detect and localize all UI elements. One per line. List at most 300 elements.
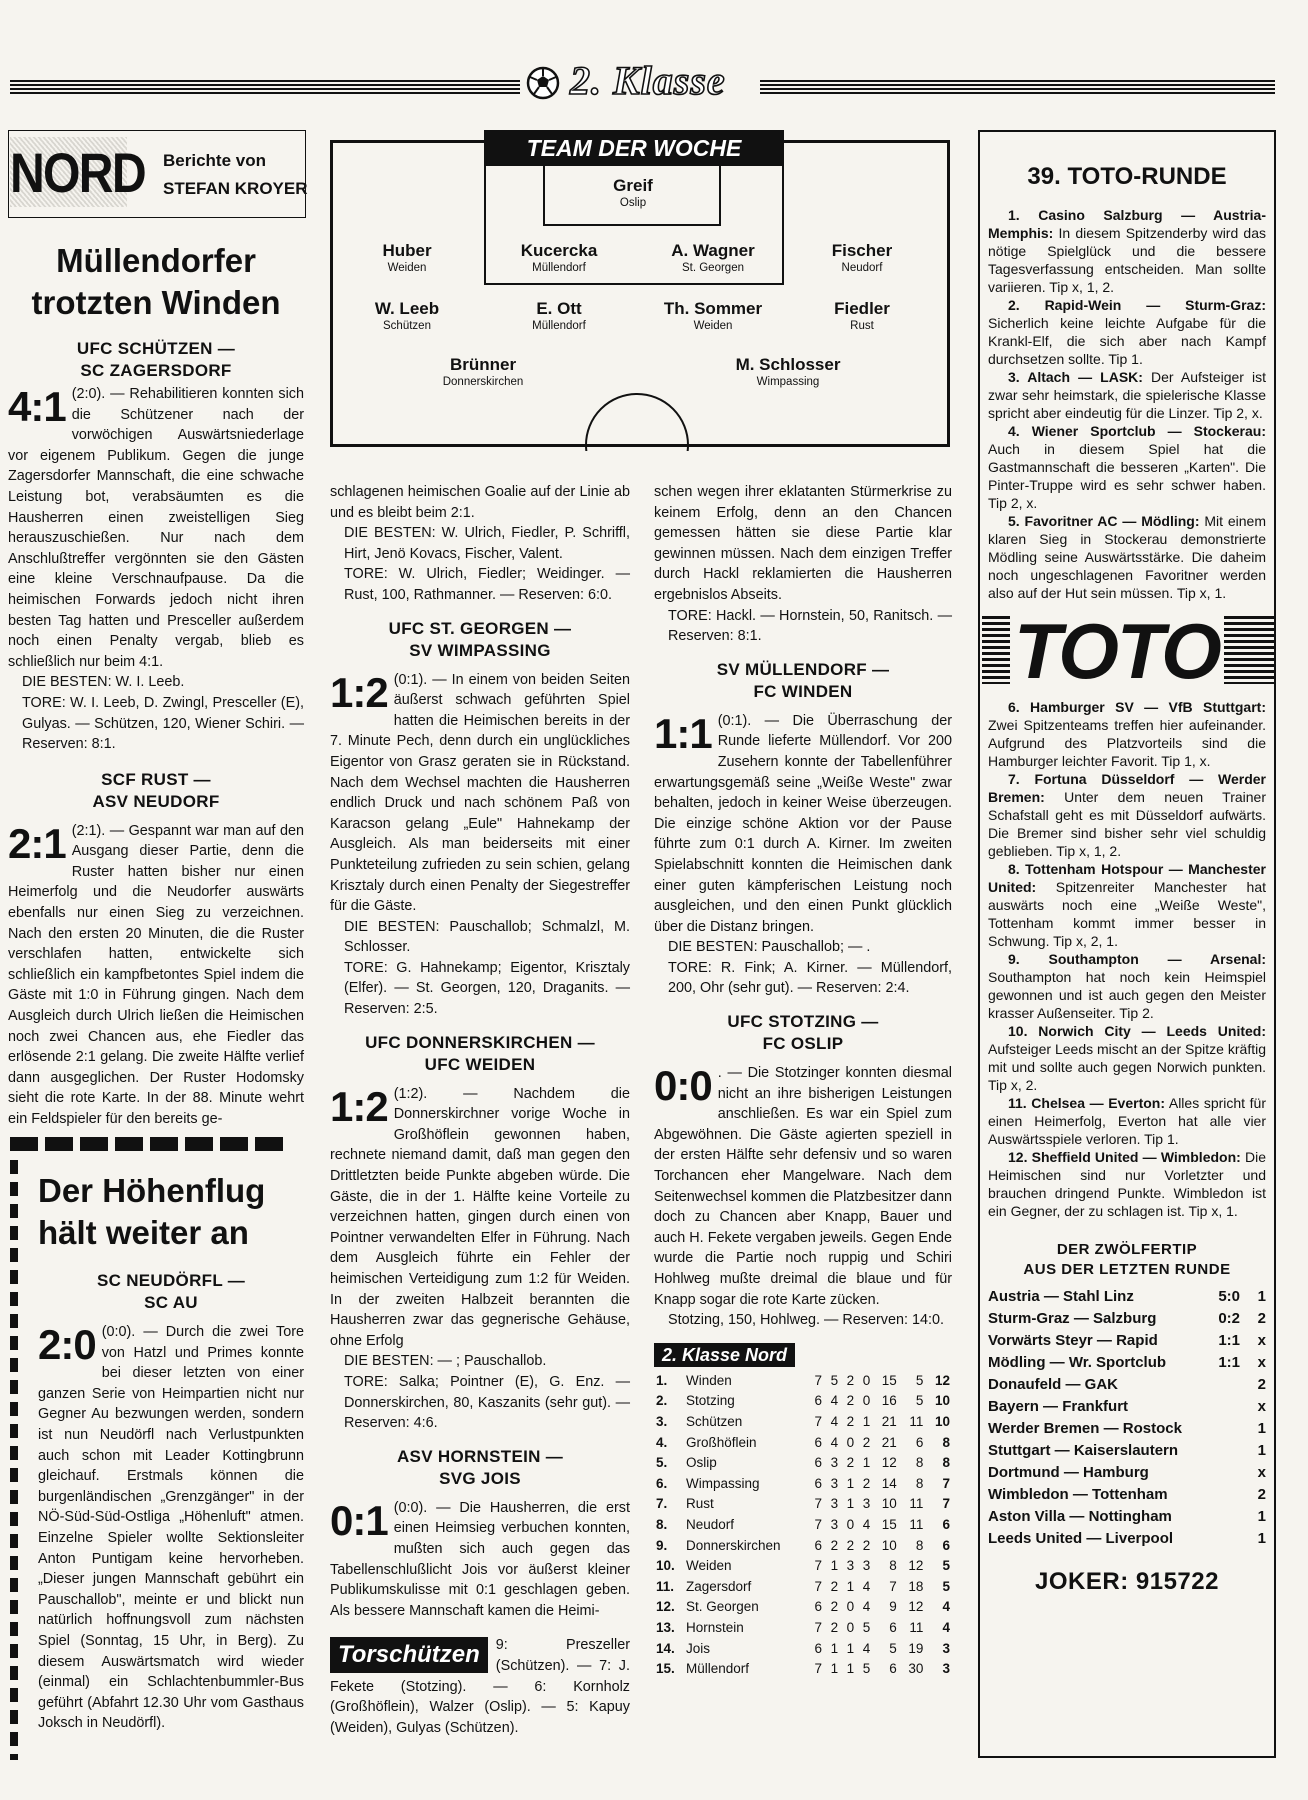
table-cell: 12 <box>908 1599 924 1615</box>
player-name: E. Ott <box>536 299 582 318</box>
report-text: (1:2). — Nachdem die Donnerskirchner vorige Woche in Großhöflein gewonnen haben, rechnete niemand damit, daß man gegen den Drittletzten beide Punkte abgeben würde. Die Gäste, die in der 1. Hälfte keine Vorteile zu verzeichnen hatten, gingen durch einen von Pointner verwandelten Elfer in Führung. Nach dem Ausgleich führte ein Fehler der heimischen Verteidigung zum 1:2 für Weiden. In der zweiten Halbzeit berannten die Hausherren zwar das gegnerische Gehäuse, ohne Erfolg <box>330 1085 630 1349</box>
soccer-ball-icon <box>526 66 560 100</box>
player-club: Schützen <box>383 320 431 332</box>
table-cell: 5 <box>889 1640 897 1656</box>
tip-head: 2. Rapid-Wein — Sturm-Graz: <box>1008 297 1266 313</box>
player-club: Weiden <box>693 320 733 332</box>
table-cell: 2 <box>846 1413 855 1429</box>
match-report <box>8 384 304 755</box>
tip-text: Sicherlich keine leichte Aufgabe für die Krankl-Elf, die sich aber nach Kampf durchsetzen sollte. Tip 1. <box>988 315 1266 367</box>
match-report <box>330 1084 630 1434</box>
table-row <box>654 1515 952 1536</box>
result-match: Wimbledon — Tottenham <box>988 1486 1168 1503</box>
match-title <box>654 659 952 703</box>
scorers-block <box>330 1635 630 1738</box>
table-cell: 14. <box>656 1640 675 1656</box>
table-cell: 15 <box>881 1372 897 1388</box>
result-row <box>988 1352 1266 1374</box>
table-cell: 5 <box>830 1372 839 1388</box>
tip-text: Der Aufsteiger ist zwar sehr heimstark, die spielerische Klasse spricht aber eindeutig für die Linzer. Tip 2, x. <box>988 369 1267 421</box>
player-name: M. Schlosser <box>735 355 841 374</box>
match-title <box>654 1011 952 1055</box>
result-match: Stuttgart — Kaiserslautern <box>988 1442 1179 1459</box>
nord-label: NORD <box>10 137 127 207</box>
match-score: 1:1 <box>654 709 712 757</box>
match-title-line: UFC WEIDEN <box>424 1054 536 1074</box>
player-name: Kucercka <box>520 241 598 260</box>
headline-2 <box>38 1170 304 1254</box>
table-cell: 7 <box>814 1516 823 1532</box>
results-list <box>988 1286 1266 1550</box>
team-name-cell: Wimpassing <box>686 1475 760 1491</box>
match-title-line: ASV NEUDORF <box>92 791 220 811</box>
table-cell: 6 <box>942 1516 950 1532</box>
player-card <box>777 299 947 333</box>
table-cell: 2 <box>830 1537 839 1553</box>
tip-head: 12. Sheffield United — Wimbledon: <box>1008 1149 1241 1165</box>
result-match: Sturm-Graz — Salzburg <box>988 1310 1157 1327</box>
table-cell: 5 <box>915 1393 924 1409</box>
tip-head: 6. Hamburger SV — VfB Stuttgart: <box>1008 699 1266 715</box>
table-cell: 11. <box>656 1578 675 1594</box>
result-row <box>988 1462 1266 1484</box>
toto-title: 39. TOTO-RUNDE <box>1027 163 1227 190</box>
match-title-line: SV MÜLLENDORF — <box>716 659 890 679</box>
player-card <box>703 355 873 389</box>
table-cell: 6 <box>814 1434 823 1450</box>
zwoelf-title <box>988 1240 1266 1280</box>
match-title <box>8 769 304 813</box>
table-cell: 2. <box>656 1393 668 1409</box>
table-cell: 12. <box>656 1599 675 1615</box>
match-title-line: SCF RUST — <box>101 769 211 789</box>
table-cell: 4 <box>862 1516 871 1532</box>
table-cell: 8 <box>915 1475 924 1491</box>
match-report <box>330 670 630 1020</box>
player-club: Oslip <box>619 197 647 209</box>
result-match: Vorwärts Steyr — Rapid <box>988 1332 1158 1349</box>
player-club: Rust <box>850 320 874 332</box>
tip-head: 10. Norwich City — Leeds United: <box>1008 1023 1266 1039</box>
player-card <box>474 241 644 275</box>
match-score: 2:0 <box>38 1321 96 1368</box>
table-cell: 30 <box>908 1661 924 1677</box>
goals: TORE: Salka; Pointner (E), G. Enz. — Donnerskirchen, 80, Kaszanits (sehr gut). — Reserven: 4:6. <box>344 1373 630 1432</box>
table-cell: 1. <box>656 1372 668 1388</box>
table-cell: 14 <box>881 1475 897 1491</box>
zwoelf-title-line: AUS DER LETZTEN RUNDE <box>1023 1261 1231 1278</box>
player-name: A. Wagner <box>671 241 755 260</box>
table-cell: 12 <box>934 1372 950 1388</box>
tip-text: Southampton hat noch kein Heimspiel gewonnen und ist auch gegen den Meister krasser Außenseiter. Tip 2. <box>988 969 1266 1021</box>
result-tip: 1 <box>1257 1420 1266 1437</box>
table-cell: 10 <box>934 1393 950 1409</box>
match-score: 1:2 <box>330 668 388 716</box>
table-cell: 19 <box>908 1640 924 1656</box>
match-title-line: FC WINDEN <box>753 681 853 701</box>
table-cell: 1 <box>830 1558 839 1574</box>
match-title <box>330 618 630 662</box>
match-score: 2:1 <box>8 819 66 867</box>
result-score <box>1200 1528 1240 1550</box>
player-name: Th. Sommer <box>663 299 763 318</box>
table-cell: 1 <box>846 1578 855 1594</box>
tip-head: 3. Altach — LASK: <box>1008 369 1143 385</box>
best-players: DIE BESTEN: — ; Pauschallob. <box>344 1353 547 1370</box>
table-cell: 4 <box>862 1599 871 1615</box>
table-row <box>654 1371 952 1392</box>
table-row <box>654 1474 952 1495</box>
table-cell: 1 <box>846 1640 855 1656</box>
table-cell: 5 <box>942 1578 950 1594</box>
toto-tip <box>988 422 1266 512</box>
team-name-cell: Donnerskirchen <box>686 1537 781 1553</box>
table-cell: 2 <box>862 1537 871 1553</box>
team-name-cell: Zagersdorf <box>686 1578 752 1594</box>
toto-tip <box>988 698 1266 770</box>
result-row <box>988 1484 1266 1506</box>
match-title-line: FC OSLIP <box>762 1034 844 1054</box>
table-cell: 3 <box>862 1496 871 1512</box>
player-name: Brünner <box>449 355 517 374</box>
table-cell: 0 <box>862 1393 871 1409</box>
result-tip: x <box>1257 1464 1266 1481</box>
result-match: Aston Villa — Nottingham <box>988 1508 1172 1525</box>
table-cell: 2 <box>846 1537 855 1553</box>
table-cell: 7 <box>814 1578 823 1594</box>
player-name: Fiedler <box>834 299 890 318</box>
result-row <box>988 1330 1266 1352</box>
result-score <box>1200 1484 1240 1506</box>
team-name-cell: Hornstein <box>686 1619 744 1635</box>
table-cell: 4 <box>862 1578 871 1594</box>
table-cell: 8 <box>915 1455 924 1471</box>
result-row <box>988 1374 1266 1396</box>
result-match: Mödling — Wr. Sportclub <box>988 1354 1167 1371</box>
match-report <box>654 711 952 999</box>
goals: TORE: W. Ulrich, Fiedler; Weidinger. — Rust, 100, Rathmanner. — Reserven: 6:0. <box>344 566 630 603</box>
table-cell: 2 <box>846 1372 855 1388</box>
table-cell: 5 <box>915 1372 924 1388</box>
table-cell: 10 <box>934 1413 950 1429</box>
table-row <box>654 1391 952 1412</box>
league-table <box>654 1371 952 1680</box>
table-row <box>654 1494 952 1515</box>
headline-line: Müllendorfer <box>56 242 256 279</box>
best-players: DIE BESTEN: W. I. Leeb. <box>22 674 185 691</box>
toto-tip <box>988 770 1266 860</box>
match-title-line: ASV HORNSTEIN — <box>396 1446 564 1466</box>
table-cell: 2 <box>862 1434 871 1450</box>
table-cell: 1 <box>846 1475 855 1491</box>
tip-head: 8. Tottenham Hotspour — Manchester United: <box>988 861 1266 895</box>
match-info: Stotzing, 150, Hohlweg. — Reserven: 14:0. <box>668 1312 944 1329</box>
match-title <box>330 1032 630 1076</box>
side-bar <box>10 1160 18 1760</box>
table-cell: 10 <box>881 1496 897 1512</box>
table-cell: 3. <box>656 1413 668 1429</box>
table-cell: 3 <box>830 1516 839 1532</box>
match-title-line: UFC DONNERSKIRCHEN — <box>365 1032 595 1052</box>
table-cell: 7. <box>656 1496 668 1512</box>
table-cell: 4 <box>942 1599 950 1615</box>
match-title <box>8 338 304 382</box>
headline-line: Der Höhenflug <box>38 1172 266 1209</box>
tip-head: 7. Fortuna Düsseldorf — Werder Bremen: <box>988 771 1266 805</box>
headline-line: hält weiter an <box>38 1214 249 1251</box>
table-row <box>654 1639 952 1660</box>
team-name-cell: Stotzing <box>686 1393 735 1409</box>
player-name: Huber <box>382 241 432 260</box>
table-cell: 9 <box>889 1599 897 1615</box>
result-score <box>1200 1462 1240 1484</box>
column-1-lower <box>38 1170 304 1734</box>
tip-head: 11. Chelsea — Everton: <box>1008 1095 1166 1111</box>
player-card <box>777 241 947 275</box>
column-1 <box>8 240 304 1130</box>
table-cell: 7 <box>814 1619 823 1635</box>
match-score: 4:1 <box>8 383 66 430</box>
tips-list <box>988 698 1266 1220</box>
table-cell: 3 <box>862 1558 871 1574</box>
table-cell: 13. <box>656 1619 675 1635</box>
table-cell: 12 <box>908 1558 924 1574</box>
table-cell: 8 <box>942 1434 950 1450</box>
team-name-cell: St. Georgen <box>686 1599 759 1615</box>
table-cell: 5 <box>942 1558 950 1574</box>
report-text: (2:0). — Rehabilitieren konnten sich die Schützener nach der vorwöchigen Auswärtsniederlage vor eigenem Publikum. Gegen die junge Zagersdorfer Mannschaft, die eine schwache Leistung bot, verabsäumten es die Hausherren einen zweistelligen Sieg herauszuschießen. Nur nach dem Anschlußtreffer vergönnten sie den Gästen eine kleine Verschnaufpause. Da die heimischen Forwards jedoch nicht ihren besten Tag hatten und Presceller außerdem noch einen Penalty vergab, blieb es schließlich nur beim 4:1. <box>8 386 304 670</box>
team-title: TEAM DER WOCHE <box>484 130 784 166</box>
player-club: Weiden <box>387 262 427 274</box>
tip-text: Unter dem neuen Trainer Schafstall geht es mit Düsseldorf aufwärts. Die Bremer sind bisher sehr viel schuldig geblieben. Tip x, 1, 2. <box>988 789 1267 859</box>
headline-line: trotzten Winden <box>31 284 281 321</box>
table-cell: 8. <box>656 1516 668 1532</box>
result-row <box>988 1440 1266 1462</box>
report-text: schlagenen heimischen Goalie auf der Linie ab und es bleibt beim 2:1. <box>330 484 630 521</box>
result-match: Dortmund — Hamburg <box>988 1464 1149 1481</box>
match-score: 1:2 <box>330 1082 388 1130</box>
player-club: Müllendorf <box>532 262 586 274</box>
result-score <box>1200 1374 1240 1396</box>
table-cell: 5 <box>862 1619 871 1635</box>
table-cell: 10 <box>881 1537 897 1553</box>
table-cell: 16 <box>881 1393 897 1409</box>
player-name: Fischer <box>831 241 893 260</box>
table-cell: 7 <box>814 1496 823 1512</box>
table-cell: 6. <box>656 1475 668 1491</box>
result-score <box>1200 1396 1240 1418</box>
table-cell: 2 <box>830 1619 839 1635</box>
table-cell: 6 <box>915 1434 924 1450</box>
table-row <box>654 1412 952 1433</box>
match-title-line: SC NEUDÖRFL — <box>96 1271 246 1290</box>
team-name-cell: Jois <box>686 1640 711 1656</box>
toto-tip <box>988 860 1266 950</box>
tip-text: Aufsteiger Leeds mischt an der Spitze kräftig mit und sollte auch gegen Norwich punkten. Tip x, 2. <box>988 1041 1266 1093</box>
match-title <box>330 1446 630 1490</box>
player-card <box>398 355 568 389</box>
table-cell: 6 <box>814 1393 823 1409</box>
table-title: 2. Klasse Nord <box>654 1343 795 1367</box>
table-cell: 15. <box>656 1661 675 1677</box>
result-match: Leeds United — Liverpool <box>988 1530 1174 1547</box>
joker: JOKER: 915722 <box>1035 1568 1219 1595</box>
table-cell: 6 <box>814 1599 823 1615</box>
team-name-cell: Neudorf <box>686 1516 735 1532</box>
toto-tip <box>988 512 1266 602</box>
toto-logo <box>982 607 1274 695</box>
scorers-text: 9: Preszeller (Schützen). — 7: J. Fekete (Stotzing). — 6: Kornholz (Großhöflein), Walzer (Oslip). — 5: Kapuy (Weiden), Gulyas (Schützen). <box>330 1637 630 1736</box>
player-name: W. Leeb <box>374 299 440 318</box>
result-tip: 1 <box>1257 1442 1266 1459</box>
toto-logo-text: TOTO <box>1010 612 1224 690</box>
table-row <box>654 1536 952 1557</box>
report-text: schen wegen ihrer eklatanten Stürmerkrise zu keinem Erfolg, denn an den Chancen gemessen hätten sie diese Partie klar gewinnen müssen. Nach dem einzigen Treffer durch Hackl reklamierten die Hausherren ergebnislos Abseits. <box>654 484 952 603</box>
best-players: DIE BESTEN: Pauschallob; Schmalzl, M. Schlosser. <box>344 918 630 956</box>
result-tip: 2 <box>1257 1310 1266 1327</box>
player-club: St. Georgen <box>681 262 744 274</box>
table-cell: 0 <box>846 1599 855 1615</box>
table-cell: 8 <box>915 1537 924 1553</box>
headline <box>8 240 304 324</box>
team-name-cell: Winden <box>686 1372 732 1388</box>
table-cell: 4 <box>830 1434 839 1450</box>
table-cell: 6 <box>889 1619 897 1635</box>
table-cell: 11 <box>909 1496 924 1512</box>
tip-text: In diesem Spitzenderby wird das nötige Spielglück und die bessere Tagesverfassung entscheiden. Man sollte variieren. Tip x, 1, 2. <box>988 225 1267 295</box>
table-cell: 11 <box>909 1413 924 1429</box>
table-cell: 7 <box>814 1372 823 1388</box>
table-cell: 3 <box>830 1496 839 1512</box>
table-cell: 2 <box>830 1578 839 1594</box>
table-cell: 0 <box>846 1516 855 1532</box>
match-title-line: SV WIMPASSING <box>409 640 551 660</box>
tip-text: Mit einem klaren Sieg in Stockerau demonstrierte Mödling seine Auswärtsstärke. Die daheim noch ungeschlagenen Favoritner werden also auf der Hut sein müssen. Tip x, 1. <box>988 513 1266 601</box>
table-cell: 4 <box>830 1413 839 1429</box>
scorers-label: Torschützen <box>330 1637 488 1673</box>
table-cell: 5 <box>862 1661 871 1677</box>
table-cell: 1 <box>846 1661 855 1677</box>
player-card <box>474 299 644 333</box>
match-score: 0:1 <box>330 1496 388 1544</box>
table-cell: 6 <box>942 1537 950 1553</box>
player-club: Donnerskirchen <box>442 376 524 388</box>
table-cell: 4 <box>862 1640 871 1656</box>
table-cell: 1 <box>830 1640 839 1656</box>
table-cell: 10. <box>656 1558 675 1574</box>
result-row <box>988 1396 1266 1418</box>
player-card <box>628 299 798 333</box>
result-tip: 2 <box>1257 1376 1266 1393</box>
result-match: Donaufeld — GAK <box>988 1376 1118 1393</box>
table-row <box>654 1597 952 1618</box>
table-cell: 3 <box>830 1475 839 1491</box>
table-cell: 8 <box>942 1455 950 1471</box>
team-name-cell: Rust <box>686 1496 714 1512</box>
table-cell: 4 <box>830 1393 839 1409</box>
player-name: Greif <box>613 176 653 195</box>
column-3 <box>654 482 952 1680</box>
result-score: 1:1 <box>1218 1354 1240 1371</box>
tip-head: 5. Favoritner AC — Mödling: <box>1008 513 1200 529</box>
table-cell: 7 <box>942 1475 950 1491</box>
table-cell: 18 <box>908 1578 924 1594</box>
report-text: (0:1). — Die Überraschung der Runde lieferte Müllendorf. Vor 200 Zusehern konnte der Tabellenführer erwartungsgemäß seine „Weiße Weste" zwar behalten, jedoch in keiner Weise überzeugen. Die einzige schöne Aktion vor der Pause führte zum 0:1 durch A. Kirner. Im zweiten Spielabschnitt konnten die Heimischen dank einer guten kämpferischen Leistung noch ausgleichen, und den einen Punkt glücklich über die Distanz bringen. <box>654 712 952 935</box>
table-cell: 2 <box>846 1393 855 1409</box>
table-cell: 1 <box>846 1496 855 1512</box>
player-club: Wimpassing <box>756 376 820 388</box>
table-cell: 8 <box>889 1558 897 1574</box>
table-cell: 11 <box>909 1619 924 1635</box>
report-text: (0:1). — In einem von beiden Seiten äußerst schwach geführten Spiel hatten die Heimischen bereits in der 7. Minute Pech, denn durch ein unglückliches Eigentor von Grasz geraten sie in Rückstand. Nach dem Wechsel machten die Hausherren endlich Druck und nach schönem Paß von Karacson gelang „Eule" Hahnekamp der Ausgleich. Als man beiderseits mit einer Punkteteilung zufrieden zu sein schien, gelang Krisztaly durch einen Penalty der Siegestreffer für die Gäste. <box>330 671 630 915</box>
toto-tip <box>988 206 1266 296</box>
table-cell: 3 <box>942 1640 950 1656</box>
section-title: 2. Klasse <box>570 58 726 103</box>
report-text: (0:0). — Durch die zwei Tore von Hatzl und Primes konnte bei dieser letzten von einer ganzen Serie von Heimpartien nicht nur Gegner Au bezwungen werden, sondern ist nun Neudörfl nach Verlustpunkten auch schon mit Leader Kottingbrunn gleichauf. Erstmals können die burgenländischen „Grenzgänger" in der NÖ-Süd-Süd-Ostliga „Höhenluft" atmen. Einzelne Spieler wollte Sektionsleiter Anton Puntigam keine hervorheben. „Dieser jungen Mannschaft gebührt ein Pauschallob", meinte er und blickt nun natürlich hoffnungsvoll zum nächsten Spiel (Sonntag, 15 Uhr, in Berg). Zu diesem Auswärtsmatch wird wieder (einmal) ein Schlachtenbummler-Bus geführt (Abfahrt 12.30 Uhr vom Gasthaus Joksch in Neudörfl). <box>38 1324 304 1732</box>
match-report <box>38 1322 304 1734</box>
header-rule-right <box>760 80 1275 94</box>
report-text: (0:0). — Die Hausherren, die erst einen Heimsieg verbuchen konnten, mußten sich auch gegen das Tabellenschlußlicht Jois vor äußerst kleiner Publikumskulisse mit 0:1 geschlagen geben. Als bessere Mannschaft kamen die Heimi- <box>330 1499 630 1619</box>
table-cell: 7 <box>814 1413 823 1429</box>
toto-tip <box>988 1022 1266 1094</box>
result-row <box>988 1418 1266 1440</box>
table-cell: 3 <box>830 1455 839 1471</box>
table-row <box>654 1577 952 1598</box>
result-row <box>988 1308 1266 1330</box>
table-row <box>654 1556 952 1577</box>
result-tip: 1 <box>1257 1530 1266 1547</box>
table-cell: 7 <box>942 1496 950 1512</box>
table-cell: 6 <box>814 1640 823 1656</box>
toto-tip <box>988 296 1266 368</box>
tip-head: 4. Wiener Sportclub — Stockerau: <box>1008 423 1266 439</box>
tip-text: Alles spricht für einen Heimerfolg, Everton hat alle vier Auswärtsspiele verloren. Tip 1. <box>988 1095 1266 1147</box>
result-row <box>988 1506 1266 1528</box>
result-match: Bayern — Frankfurt <box>988 1398 1129 1415</box>
team-name-cell: Weiden <box>686 1558 732 1574</box>
match-report <box>8 821 304 1130</box>
table-cell: 1 <box>830 1661 839 1677</box>
report-text: . — Die Stotzinger konnten diesmal nicht an ihre bisherigen Leistungen anschließen. Es war ein Spiel zum Abgewöhnen. Die Gäste agierten speziell in der ersten Hälfte sehr defensiv und so waren Torchancen eher Mangelware. Nach dem Seitenwechsel kommen die Platzbesitzer dann doch zu Chancen aber Knapp, Bauer und auch H. Fekete vergaben jeweils. Gegen Ende wurde die Partie noch ruppig und Schiri Hohlweg mußte dreimal die blaue und für Knapp sogar die rote Karte zücken. <box>654 1065 952 1308</box>
divider-squares <box>10 1137 283 1151</box>
table-cell: 4. <box>656 1434 668 1450</box>
table-cell: 6 <box>814 1455 823 1471</box>
column-4 <box>988 160 1266 1598</box>
table-cell: 1 <box>862 1455 871 1471</box>
match-title-line: UFC ST. GEORGEN — <box>388 618 572 638</box>
goals: TORE: R. Fink; A. Kirner. — Müllendorf, 200, Ohr (sehr gut). — Reserven: 2:4. <box>668 959 952 997</box>
result-tip: x <box>1257 1398 1266 1415</box>
match-title-line: UFC STOTZING — <box>727 1012 879 1032</box>
match-title-line: SVG JOIS <box>439 1468 521 1488</box>
player-card <box>628 241 798 275</box>
result-row <box>988 1286 1266 1308</box>
table-cell: 0 <box>846 1434 855 1450</box>
report-continuation <box>654 482 952 647</box>
toto-tip <box>988 368 1266 422</box>
table-cell: 0 <box>862 1372 871 1388</box>
player-card <box>322 299 492 333</box>
tips-list <box>988 206 1266 602</box>
tip-text: Zwei Spitzenteams treffen hier aufeinander. Aufgrund des Platzvorteils sind die Hamburger leichter Favorit. Tip 1, x. <box>988 717 1266 769</box>
team-name-cell: Müllendorf <box>686 1661 750 1677</box>
header-rule-left <box>10 80 520 94</box>
goals: TORE: G. Hahnekamp; Eigentor, Krisztaly (Elfer). — St. Georgen, 120, Draganits. — Reserven: 2:5. <box>344 959 630 1018</box>
match-score: 0:0 <box>654 1062 712 1110</box>
table-cell: 12 <box>881 1455 897 1471</box>
tip-text: Spitzenreiter Manchester hat auswärts noch eine „Weiße Weste", Tottenham kommt immer besser in Schwung. Tip x, 2, 1. <box>988 879 1266 949</box>
result-match: Werder Bremen — Rostock <box>988 1420 1182 1437</box>
